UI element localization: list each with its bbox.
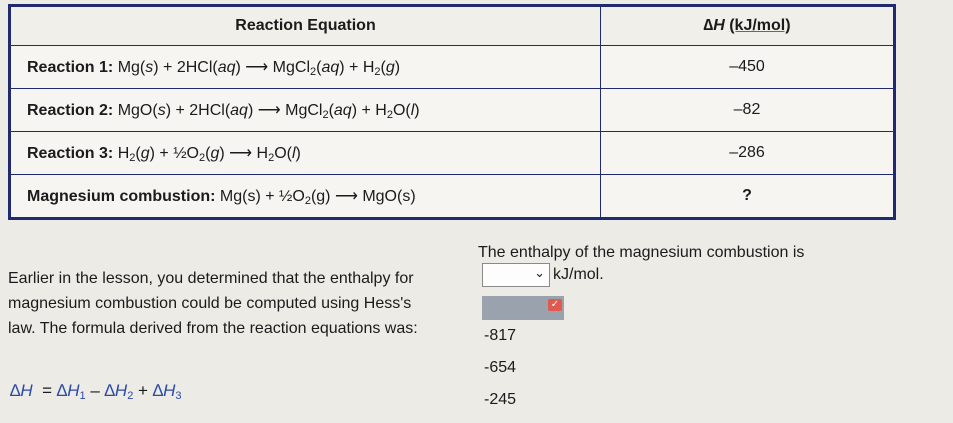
- row-label: Reaction 2:: [27, 101, 114, 119]
- row-value: –450: [601, 46, 894, 89]
- row-value: –286: [601, 132, 894, 175]
- header-dh-unit: (kJ/mol): [729, 17, 791, 34]
- table-row: [11, 175, 894, 218]
- dropdown-selected-blank[interactable]: [482, 296, 564, 320]
- explanation-text: Earlier in the lesson, you determined that the enthalpy for magnesium combustion could be computed using Hess's law. The formula derived from the reaction equations was:: [8, 270, 418, 337]
- answer-dropdown-list[interactable]: [482, 296, 564, 416]
- row-label: Reaction 1:: [27, 58, 114, 76]
- row-equation: Mg(s) + 2HCl(aq) ⟶ MgCl$_2$(aq) + $H_2(g)$: [117, 58, 401, 78]
- answer-unit: kJ/mol.: [553, 266, 604, 283]
- header-delta-h: [601, 7, 894, 46]
- row-equation: $H_2(g)$ + $\frac{1}{2}O_2(g)$ ⟶ $H_2O(l)$: [117, 144, 301, 164]
- row-label: Reaction 3:: [27, 144, 114, 162]
- row-value: –82: [601, 89, 894, 132]
- table-row: [11, 132, 894, 175]
- table-row: [11, 89, 894, 132]
- row-equation: $Mg(s) + \frac{1}{2}O_2(g)$ ⟶ MgO(s): [219, 187, 416, 207]
- check-icon: ✓: [548, 299, 562, 311]
- dropdown-option[interactable]: -817: [484, 327, 517, 344]
- table-header-row: [11, 7, 894, 46]
- dropdown-option[interactable]: -245: [484, 391, 517, 408]
- question-prompt: The enthalpy of the magnesium combustion is: [478, 244, 805, 261]
- dropdown-option[interactable]: -654: [484, 359, 517, 376]
- header-reaction-equation: Reaction Equation: [11, 7, 601, 46]
- hess-formula: $\Delta H = \Delta H_1 - \Delta H_2 + \Delta H_3$: [10, 381, 182, 402]
- header-dh-symbol: ∆H: [703, 17, 725, 34]
- table-row: [11, 46, 894, 89]
- row-value: ?: [601, 175, 894, 218]
- row-equation: MgO(s) + 2HCl(aq) ⟶ MgCl$_2$(aq) + $H_2O(l)$: [117, 101, 420, 121]
- answer-select[interactable]: [482, 263, 550, 287]
- chevron-down-icon: ⌄: [534, 265, 545, 280]
- row-label: Magnesium combustion:: [27, 187, 216, 205]
- reaction-table: [8, 4, 896, 220]
